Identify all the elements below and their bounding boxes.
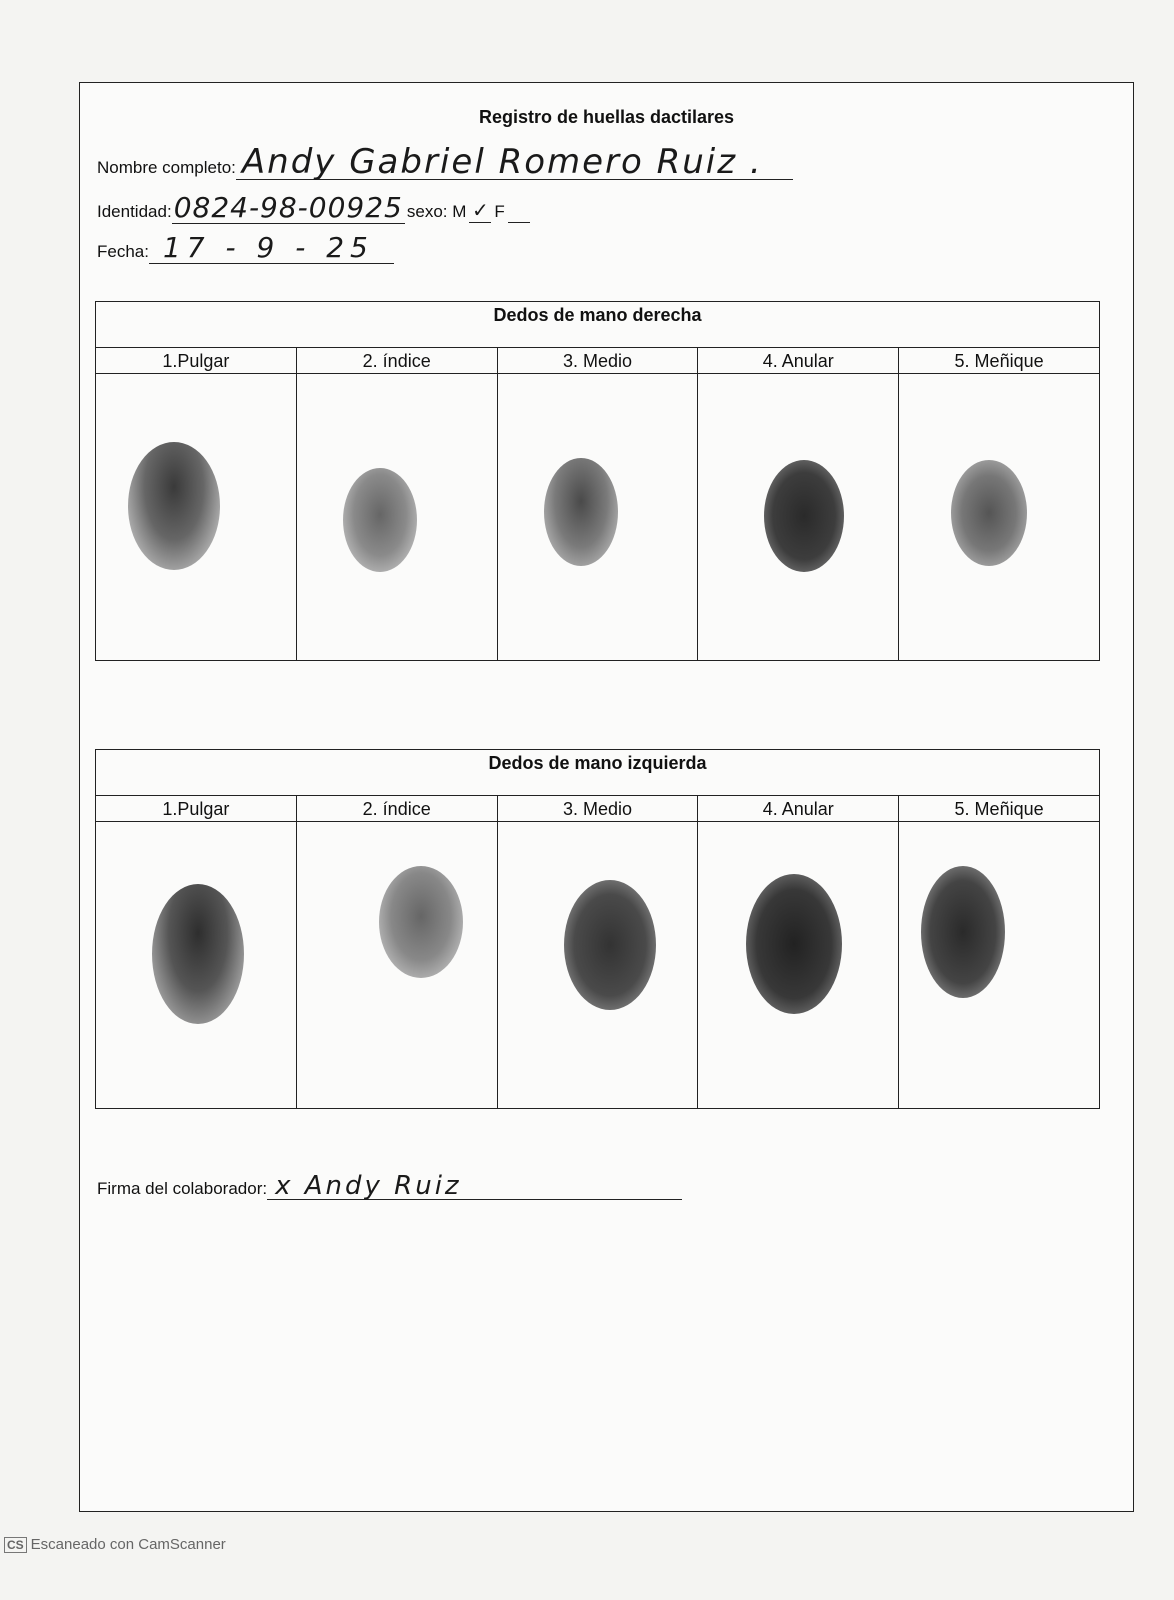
signature-value: x Andy Ruiz	[275, 1171, 462, 1201]
fingerprint-image	[343, 468, 417, 572]
left-finger-cell	[96, 796, 297, 1108]
fingerprint-image	[544, 458, 618, 566]
right-hand-table	[95, 301, 1100, 661]
right-finger-cell	[498, 348, 699, 660]
right-finger-label: 5. Meñique	[899, 348, 1099, 374]
left-finger-cell	[297, 796, 498, 1108]
left-hand-title: Dedos de mano izquierda	[96, 750, 1099, 796]
right-finger-label: 1.Pulgar	[96, 348, 296, 374]
sex-f-blank	[508, 202, 530, 223]
fingerprint-image	[764, 460, 844, 572]
fingerprint-image	[128, 442, 220, 570]
fingerprint-image	[564, 880, 656, 1010]
right-finger-cell	[96, 348, 297, 660]
fingerprint-image	[951, 460, 1027, 566]
fingerprint-image	[379, 866, 463, 978]
right-finger-cell	[297, 348, 498, 660]
right-finger-label: 2. índice	[297, 348, 497, 374]
signature-field	[97, 1173, 682, 1200]
identity-value: 0824-98-00925	[173, 191, 403, 224]
form-title: Registro de huellas dactilares	[478, 107, 735, 127]
sex-m-check: ✓	[472, 198, 489, 222]
left-finger-cell	[899, 796, 1099, 1108]
left-finger-cell	[698, 796, 899, 1108]
left-hand-table	[95, 749, 1100, 1109]
name-value: Andy Gabriel Romero Ruiz .	[241, 142, 763, 182]
right-finger-label: 3. Medio	[498, 348, 698, 374]
left-finger-label: 4. Anular	[698, 796, 898, 822]
left-finger-label: 5. Meñique	[899, 796, 1099, 822]
camscanner-logo: CS	[4, 1537, 27, 1553]
name-field	[97, 142, 793, 182]
sex-f-label: F	[494, 202, 505, 221]
form-sheet	[79, 82, 1134, 1512]
identity-field	[97, 193, 533, 224]
left-finger-label: 3. Medio	[498, 796, 698, 822]
scanner-footer-text: Escaneado con CamScanner	[30, 1536, 226, 1553]
date-value: 17 - 9 - 25	[162, 231, 374, 264]
sex-label: sexo: M	[406, 202, 467, 221]
fingerprint-image	[152, 884, 244, 1024]
fingerprint-image	[746, 874, 842, 1014]
date-field	[97, 233, 394, 264]
right-hand-title: Dedos de mano derecha	[96, 302, 1099, 348]
identity-label: Identidad:	[97, 202, 172, 221]
signature-label: Firma del colaborador:	[97, 1179, 268, 1198]
scanner-footer	[4, 1536, 226, 1553]
right-finger-cell	[698, 348, 899, 660]
left-finger-cell	[498, 796, 699, 1108]
date-label: Fecha:	[97, 242, 149, 261]
fingerprint-image	[921, 866, 1005, 998]
right-finger-cell	[899, 348, 1099, 660]
left-finger-label: 1.Pulgar	[96, 796, 296, 822]
right-finger-label: 4. Anular	[698, 348, 898, 374]
name-label: Nombre completo:	[97, 158, 236, 177]
left-finger-label: 2. índice	[297, 796, 497, 822]
